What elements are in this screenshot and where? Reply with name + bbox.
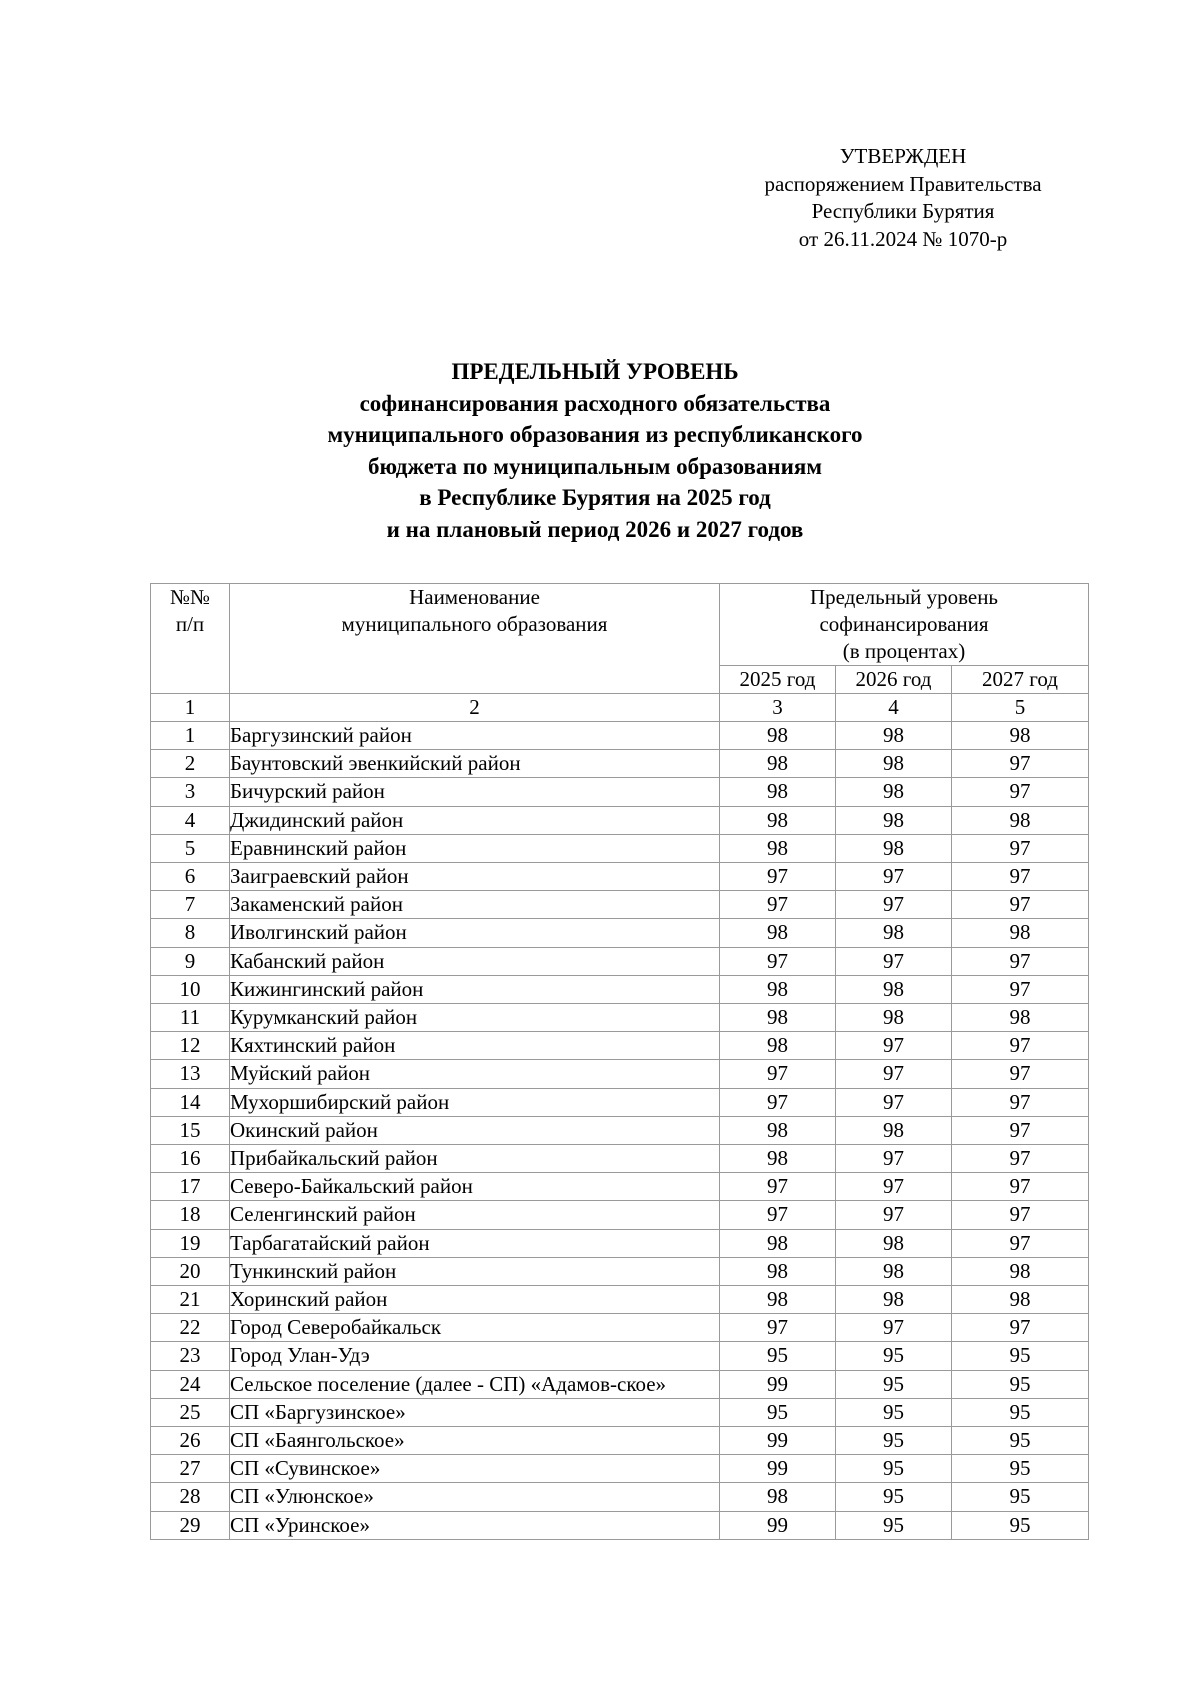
municipality-name: Мухоршибирский район [230,1088,720,1116]
value-2026: 97 [836,1032,952,1060]
value-2025: 97 [720,947,836,975]
value-2026: 98 [836,919,952,947]
value-2027: 95 [952,1483,1089,1511]
table-row [151,1398,1089,1426]
approval-stamp [738,143,1068,253]
row-number: 3 [151,778,230,806]
value-2025: 99 [720,1370,836,1398]
value-2027: 95 [952,1398,1089,1426]
table-row [151,1455,1089,1483]
table-row [151,947,1089,975]
row-number: 21 [151,1286,230,1314]
row-number: 4 [151,806,230,834]
value-2025: 98 [720,806,836,834]
header-year-2025: 2025 год [720,666,836,694]
value-2026: 98 [836,806,952,834]
row-number: 1 [151,722,230,750]
municipality-name: Закаменский район [230,891,720,919]
value-2027: 97 [952,1060,1089,1088]
value-2025: 98 [720,722,836,750]
header-level-line-3: (в процентах) [842,639,966,663]
header-number-line-2: п/п [175,612,205,636]
value-2027: 97 [952,1145,1089,1173]
row-number: 22 [151,1314,230,1342]
value-2027: 97 [952,1173,1089,1201]
table-row [151,1427,1089,1455]
value-2025: 98 [720,1032,836,1060]
title-line-3: муниципального образования из республиканского [327,422,863,447]
value-2026: 97 [836,891,952,919]
value-2025: 97 [720,1314,836,1342]
value-2026: 98 [836,750,952,778]
row-number: 18 [151,1201,230,1229]
table-row [151,1032,1089,1060]
table-row [151,863,1089,891]
value-2027: 98 [952,806,1089,834]
row-number: 5 [151,834,230,862]
value-2027: 97 [952,778,1089,806]
header-level [720,584,1089,666]
municipality-name: Тункинский район [230,1257,720,1285]
value-2025: 98 [720,919,836,947]
value-2025: 98 [720,834,836,862]
value-2025: 95 [720,1398,836,1426]
value-2025: 98 [720,1229,836,1257]
municipality-name: Тарбагатайский район [230,1229,720,1257]
header-name-line-2: муниципального образования [341,612,608,636]
value-2026: 97 [836,1088,952,1116]
table-header-row [151,584,1089,666]
value-2026: 97 [836,1060,952,1088]
row-number: 6 [151,863,230,891]
value-2026: 95 [836,1483,952,1511]
column-number-row [151,694,1089,722]
table-row [151,975,1089,1003]
table-row [151,1060,1089,1088]
table-row [151,1342,1089,1370]
value-2026: 97 [836,947,952,975]
value-2027: 98 [952,1004,1089,1032]
table-row [151,1483,1089,1511]
municipality-name: СП «Баргузинское» [230,1398,720,1426]
value-2026: 97 [836,1201,952,1229]
table-row [151,1314,1089,1342]
municipality-name: Кяхтинский район [230,1032,720,1060]
table-row [151,1511,1089,1539]
table-row [151,1201,1089,1229]
value-2027: 97 [952,1314,1089,1342]
value-2026: 97 [836,1145,952,1173]
value-2025: 97 [720,1060,836,1088]
table-row [151,1145,1089,1173]
value-2026: 95 [836,1455,952,1483]
value-2026: 98 [836,778,952,806]
table-row [151,891,1089,919]
municipality-name: Курумканский район [230,1004,720,1032]
value-2025: 98 [720,1145,836,1173]
value-2026: 98 [836,1229,952,1257]
value-2025: 98 [720,1004,836,1032]
row-number: 29 [151,1511,230,1539]
value-2026: 95 [836,1342,952,1370]
municipality-name: Кижингинский район [230,975,720,1003]
table-row [151,1229,1089,1257]
column-number-1: 1 [151,694,230,722]
value-2027: 97 [952,750,1089,778]
value-2027: 97 [952,1201,1089,1229]
row-number: 2 [151,750,230,778]
value-2025: 98 [720,1483,836,1511]
table-row [151,1004,1089,1032]
row-number: 15 [151,1116,230,1144]
header-name [230,584,720,694]
value-2025: 99 [720,1511,836,1539]
table-row [151,750,1089,778]
value-2027: 98 [952,722,1089,750]
municipality-name: Заиграевский район [230,863,720,891]
value-2025: 98 [720,750,836,778]
header-level-line-1: Предельный уровень [809,585,999,609]
value-2026: 98 [836,975,952,1003]
municipality-name: СП «Баянгольское» [230,1427,720,1455]
row-number: 25 [151,1398,230,1426]
table-row [151,1173,1089,1201]
row-number: 26 [151,1427,230,1455]
header-year-2026: 2026 год [836,666,952,694]
value-2027: 95 [952,1370,1089,1398]
column-number-2: 2 [230,694,720,722]
header-number [151,584,230,694]
municipality-name: СП «Сувинское» [230,1455,720,1483]
table-row [151,1257,1089,1285]
value-2025: 97 [720,1088,836,1116]
approval-line-4: от 26.11.2024 № 1070-р [798,226,1008,251]
municipality-name: Северо-Байкальский район [230,1173,720,1201]
row-number: 11 [151,1004,230,1032]
table-row [151,778,1089,806]
value-2027: 97 [952,834,1089,862]
header-year-2027: 2027 год [952,666,1089,694]
value-2027: 98 [952,919,1089,947]
municipality-name: Селенгинский район [230,1201,720,1229]
value-2027: 95 [952,1342,1089,1370]
table-row [151,834,1089,862]
value-2026: 98 [836,722,952,750]
value-2025: 97 [720,1201,836,1229]
table-row [151,1286,1089,1314]
row-number: 16 [151,1145,230,1173]
table-row [151,1088,1089,1116]
column-number-4: 4 [836,694,952,722]
value-2026: 98 [836,1116,952,1144]
row-number: 7 [151,891,230,919]
municipality-name: Еравнинский район [230,834,720,862]
value-2026: 98 [836,834,952,862]
value-2026: 95 [836,1427,952,1455]
title-line-5: в Республике Бурятия на 2025 год [419,485,771,510]
municipality-name: СП «Уринское» [230,1511,720,1539]
row-number: 27 [151,1455,230,1483]
title-line-2: софинансирования расходного обязательства [359,390,831,416]
value-2025: 99 [720,1427,836,1455]
value-2026: 95 [836,1398,952,1426]
municipality-name: Сельское поселение (далее - СП) «Адамов-ское» [230,1370,720,1398]
value-2025: 97 [720,863,836,891]
row-number: 14 [151,1088,230,1116]
row-number: 13 [151,1060,230,1088]
value-2026: 97 [836,1314,952,1342]
value-2027: 97 [952,863,1089,891]
value-2027: 97 [952,891,1089,919]
value-2027: 97 [952,1032,1089,1060]
row-number: 9 [151,947,230,975]
value-2025: 95 [720,1342,836,1370]
table-row [151,919,1089,947]
row-number: 19 [151,1229,230,1257]
municipality-name: Джидинский район [230,806,720,834]
document-title [150,356,1040,545]
row-number: 20 [151,1257,230,1285]
value-2025: 97 [720,1173,836,1201]
row-number: 10 [151,975,230,1003]
table-row [151,806,1089,834]
row-number: 17 [151,1173,230,1201]
row-number: 8 [151,919,230,947]
cofinancing-table [150,583,1089,1540]
value-2027: 95 [952,1511,1089,1539]
value-2027: 98 [952,1257,1089,1285]
column-number-3: 3 [720,694,836,722]
value-2025: 98 [720,975,836,1003]
table-row [151,1116,1089,1144]
header-number-line-1: №№ [169,585,211,609]
row-number: 24 [151,1370,230,1398]
table-body [151,722,1089,1540]
row-number: 23 [151,1342,230,1370]
title-line-6: и на плановый период 2026 и 2027 годов [386,516,804,542]
value-2027: 95 [952,1427,1089,1455]
municipality-name: Муйский район [230,1060,720,1088]
value-2027: 97 [952,947,1089,975]
value-2027: 97 [952,1088,1089,1116]
value-2025: 99 [720,1455,836,1483]
value-2026: 97 [836,863,952,891]
value-2025: 98 [720,1257,836,1285]
municipality-name: Иволгинский район [230,919,720,947]
value-2027: 95 [952,1455,1089,1483]
table-row [151,1370,1089,1398]
approval-line-2: распоряжением Правительства [764,171,1042,196]
municipality-name: Город Северобайкальск [230,1314,720,1342]
row-number: 28 [151,1483,230,1511]
value-2026: 98 [836,1004,952,1032]
value-2026: 95 [836,1370,952,1398]
value-2026: 97 [836,1173,952,1201]
value-2026: 98 [836,1257,952,1285]
header-level-line-2: софинансирования [819,612,989,636]
municipality-name: Баргузинский район [230,722,720,750]
municipality-name: Прибайкальский район [230,1145,720,1173]
municipality-name: Окинский район [230,1116,720,1144]
approval-line-1: УТВЕРЖДЕН [839,144,967,168]
value-2025: 98 [720,1116,836,1144]
value-2025: 97 [720,891,836,919]
approval-line-3: Республики Бурятия [811,199,995,223]
municipality-name: Хоринский район [230,1286,720,1314]
value-2025: 98 [720,1286,836,1314]
municipality-name: Бичурский район [230,778,720,806]
value-2027: 97 [952,975,1089,1003]
header-name-line-1: Наименование [409,585,540,609]
value-2025: 98 [720,778,836,806]
municipality-name: Город Улан-Удэ [230,1342,720,1370]
value-2026: 95 [836,1511,952,1539]
municipality-name: СП «Улюнское» [230,1483,720,1511]
value-2026: 98 [836,1286,952,1314]
value-2027: 97 [952,1116,1089,1144]
value-2027: 97 [952,1229,1089,1257]
value-2027: 98 [952,1286,1089,1314]
row-number: 12 [151,1032,230,1060]
column-number-5: 5 [952,694,1089,722]
title-line-1: ПРЕДЕЛЬНЫЙ УРОВЕНЬ [451,359,739,384]
municipality-name: Кабанский район [230,947,720,975]
table-row [151,722,1089,750]
title-line-4: бюджета по муниципальным образованиям [368,453,822,479]
municipality-name: Баунтовский эвенкийский район [230,750,720,778]
